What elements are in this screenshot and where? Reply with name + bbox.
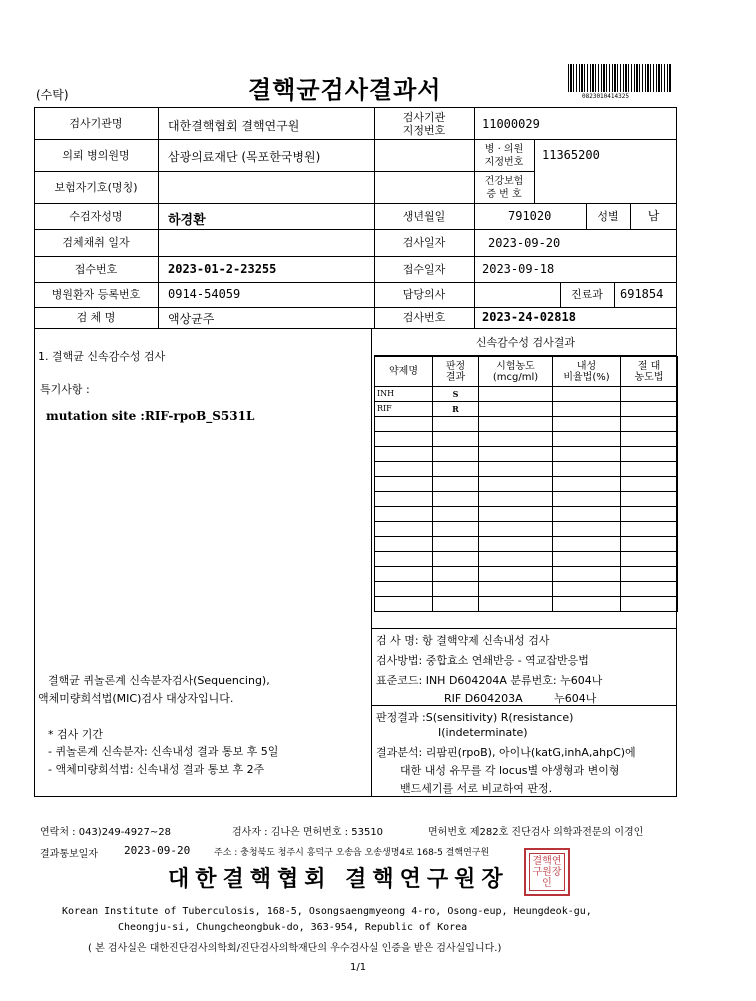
result-cell: [621, 447, 678, 462]
result-cell: [621, 462, 678, 477]
result-cell: [375, 432, 433, 447]
result-cell: RIF: [375, 402, 433, 417]
lab-label: 검사기관명: [69, 116, 123, 130]
result-cell: [479, 462, 553, 477]
result-cell: [433, 462, 479, 477]
lab-code-label: [374, 108, 474, 139]
patient-label: 수검자성명: [69, 209, 123, 223]
clinic-code-value: 11365200: [542, 148, 600, 162]
official-seal: [524, 848, 570, 896]
result-row: [375, 402, 678, 417]
result-cell: [375, 462, 433, 477]
result-cell: [375, 507, 433, 522]
result-cell: [553, 582, 621, 597]
result-cell: [375, 477, 433, 492]
result-cell: [479, 567, 553, 582]
test-no-label: 검사번호: [402, 311, 446, 324]
result-cell: [553, 567, 621, 582]
result-header-cell: [621, 357, 678, 387]
result-cell: [433, 537, 479, 552]
result-cell: [433, 492, 479, 507]
collect-label: 검체채취 일자: [62, 236, 130, 249]
result-cell: [375, 537, 433, 552]
result-header-text: 약제명: [389, 366, 418, 377]
result-cell: INH: [375, 387, 433, 402]
method-code-2: RIF D604203A 누604나: [444, 692, 597, 705]
report-date: 2023-09-20: [124, 844, 191, 857]
test-date-label: 검사일자: [402, 236, 446, 249]
patient-value: 하경환: [168, 213, 206, 228]
result-grid: [374, 356, 678, 612]
result-cell: [621, 567, 678, 582]
result-cell: [479, 432, 553, 447]
result-cell: [433, 522, 479, 537]
health-label-2: 증 번 호: [486, 188, 522, 200]
analysis-line-1: 결과분석: 리팜핀(rpoB), 아이나(katG,inhA,ahpC)에: [376, 746, 636, 759]
result-cell: [621, 402, 678, 417]
contact: 연락처 : 043)249-4927~28: [40, 827, 171, 838]
result-cell: [553, 477, 621, 492]
result-cell: [621, 522, 678, 537]
specimen-value: 액상균주: [168, 312, 215, 326]
result-cell: [553, 417, 621, 432]
sex-label: 성별: [597, 209, 619, 223]
method-code-1: 표준코드: INH D604204A 분류번호: 누604나: [376, 674, 603, 687]
result-cell: [433, 432, 479, 447]
clinic-code-label-1: 병 · 의원: [484, 143, 524, 155]
result-row: [375, 507, 678, 522]
examiner: 검사자 : 김나은 면허번호 : 53510: [232, 827, 384, 838]
result-cell: [375, 522, 433, 537]
result-cell: [375, 582, 433, 597]
result-cell: [479, 597, 553, 612]
result-cell: [621, 477, 678, 492]
result-row: [375, 447, 678, 462]
result-row: [375, 477, 678, 492]
result-cell: [553, 597, 621, 612]
result-row: [375, 387, 678, 402]
result-cell: [621, 417, 678, 432]
result-header-cell: [375, 357, 433, 387]
hospital-id-value: 0914-54059: [168, 287, 241, 301]
sex-value: 남: [647, 208, 660, 223]
license: 면허번호 제282호 진단검사 의학과전문의 이경인: [428, 827, 644, 838]
requester-label: 의뢰 병의원명: [62, 148, 130, 162]
report-date-label: 결과통보일자: [40, 849, 98, 860]
receipt-date-label: 접수일자: [402, 262, 446, 276]
note-line-1: 결핵균 퀴놀론계 신속분자검사(Sequencing),: [48, 674, 270, 687]
result-table: [374, 356, 677, 628]
result-row: [375, 492, 678, 507]
result-cell: [553, 447, 621, 462]
result-cell: [479, 522, 553, 537]
section-title: 1. 결핵균 신속감수성 검사: [38, 350, 166, 363]
result-header-text: 절 대: [637, 360, 661, 372]
accession-label: 접수번호: [74, 262, 118, 276]
analysis-line-3: 밴드세기를 서로 비교하여 판정.: [400, 782, 553, 795]
dept-value: 691854: [620, 287, 664, 301]
lab-code-label-1: 검사기관: [402, 110, 446, 124]
insurance-label: 보험자기호(명칭): [54, 180, 138, 194]
result-row: [375, 567, 678, 582]
clinic-code-label-2: 지정번호: [484, 156, 524, 168]
result-cell: [553, 387, 621, 402]
clinic-code-label: [474, 140, 534, 171]
result-cell: [553, 432, 621, 447]
result-cell: [553, 552, 621, 567]
address-en-2: Cheongju-si, Chungcheongbuk-do, 363-954, Republic of Korea: [118, 922, 468, 933]
result-cell: [433, 567, 479, 582]
result-cell: [553, 537, 621, 552]
result-header-row: [375, 357, 678, 387]
period-line-1: - 퀴놀론계 신속분자: 신속내성 결과 통보 후 5일: [48, 745, 279, 758]
result-header-text: 시험농도: [496, 360, 535, 372]
result-header-cell: [479, 357, 553, 387]
page-title: 결핵균검사결과서: [248, 76, 442, 104]
result-cell: [433, 507, 479, 522]
result-cell: [553, 522, 621, 537]
result-cell: [433, 582, 479, 597]
result-row: [375, 552, 678, 567]
result-cell: [553, 507, 621, 522]
result-cell: [479, 387, 553, 402]
result-cell: [621, 582, 678, 597]
result-cell: [433, 477, 479, 492]
result-cell: [433, 552, 479, 567]
result-cell: [479, 552, 553, 567]
result-cell: [375, 567, 433, 582]
lab-value: 대한결핵협회 결핵연구원: [168, 119, 300, 133]
test-date-value: 2023-09-20: [488, 236, 561, 250]
result-cell: [375, 552, 433, 567]
health-label: [474, 172, 534, 203]
result-cell: S: [433, 387, 479, 402]
result-header-text: 결과: [445, 371, 466, 383]
method-procedure: 검사방법: 중합효소 연쇄반응 - 역교잡반응법: [376, 654, 589, 667]
result-row: [375, 432, 678, 447]
remarks-label: 특기사항 :: [40, 383, 90, 396]
result-cell: [479, 477, 553, 492]
result-cell: [479, 402, 553, 417]
result-cell: [433, 447, 479, 462]
requester-value: 삼광의료재단 (목포한국병원): [168, 150, 321, 164]
result-cell: [375, 417, 433, 432]
result-cell: [479, 507, 553, 522]
lab-code-label-2: 지정번호: [402, 123, 446, 137]
result-cell: [479, 537, 553, 552]
result-header-cell: [553, 357, 621, 387]
result-cell: [621, 507, 678, 522]
judge-line-1: 판정결과 :S(sensitivity) R(resistance): [376, 711, 574, 724]
address-ko: 주소 : 충청북도 청주시 흥덕구 오송읍 오송생명4로 168-5 결핵연구원: [214, 848, 490, 858]
birth-value: 791020: [508, 209, 552, 223]
result-cell: [621, 387, 678, 402]
result-header-cell: [433, 357, 479, 387]
result-cell: [375, 492, 433, 507]
mutation-site: mutation site :RIF-rpoB_S531L: [46, 409, 255, 423]
result-cell: [479, 492, 553, 507]
birth-label: 생년월일: [402, 209, 446, 223]
result-row: [375, 597, 678, 612]
hospital-id-label: 병원환자 등록번호: [51, 288, 141, 301]
result-table-title: 신속감수성 검사결과: [374, 329, 677, 356]
specimen-label: 검 체 명: [76, 311, 116, 324]
organization-name: 대한결핵협회 결핵연구원장: [168, 866, 509, 892]
result-cell: [621, 597, 678, 612]
receipt-mark: (수탁): [36, 88, 69, 102]
result-row: [375, 417, 678, 432]
receipt-date-value: 2023-09-18: [482, 262, 555, 276]
period-line-2: - 액체미량희석법: 신속내성 결과 통보 후 2주: [48, 763, 265, 776]
result-row: [375, 537, 678, 552]
accession-value: 2023-01-2-23255: [168, 262, 277, 276]
result-header-text: (mcg/ml): [492, 371, 539, 383]
result-cell: [433, 597, 479, 612]
health-label-1: 건강보험: [484, 175, 524, 187]
result-cell: [433, 417, 479, 432]
analysis-line-2: 대한 내성 유무를 각 locus별 야생형과 변이형: [400, 764, 620, 777]
result-cell: [479, 582, 553, 597]
lab-code-value: 11000029: [482, 117, 540, 131]
judge-line-2: I(indeterminate): [438, 726, 528, 739]
method-test-name: 검 사 명: 항 결핵약제 신속내성 검사: [376, 634, 550, 647]
address-en-1: Korean Institute of Tuberculosis, 168-5, Osongsaengmyeong 4-ro, Osong-eup, Heungdeok-gu,: [62, 906, 592, 917]
result-cell: [621, 552, 678, 567]
result-header-text: 내성: [576, 360, 597, 372]
note-line-2: 액체미량희석법(MIC)검사 대상자입니다.: [38, 692, 234, 705]
result-cell: [621, 537, 678, 552]
result-header-text: 비율법(%): [563, 371, 610, 383]
dept-label: 진료과: [571, 288, 603, 301]
result-cell: [375, 447, 433, 462]
result-header-text: 판정: [445, 360, 466, 372]
doctor-label: 담당의사: [402, 288, 446, 301]
result-cell: [621, 432, 678, 447]
result-cell: [621, 492, 678, 507]
certification: ( 본 검사실은 대한진단검사의학회/진단검사의학재단의 우수검사실 인증을 받은 검사실입니다.): [88, 943, 502, 954]
period-title: * 검사 기간: [48, 728, 103, 741]
result-cell: R: [433, 402, 479, 417]
result-row: [375, 522, 678, 537]
result-cell: [553, 462, 621, 477]
seal-text: 결핵연구원장인: [529, 853, 565, 891]
page-number: 1/1: [350, 962, 367, 973]
result-row: [375, 582, 678, 597]
barcode: [568, 64, 672, 92]
result-cell: [553, 492, 621, 507]
result-header-text: 농도법: [634, 371, 664, 383]
result-cell: [375, 597, 433, 612]
result-cell: [553, 402, 621, 417]
result-cell: [479, 417, 553, 432]
result-cell: [479, 447, 553, 462]
result-row: [375, 462, 678, 477]
test-no-value: 2023-24-02818: [482, 310, 576, 324]
barcode-number: 0823010414325: [582, 93, 629, 100]
